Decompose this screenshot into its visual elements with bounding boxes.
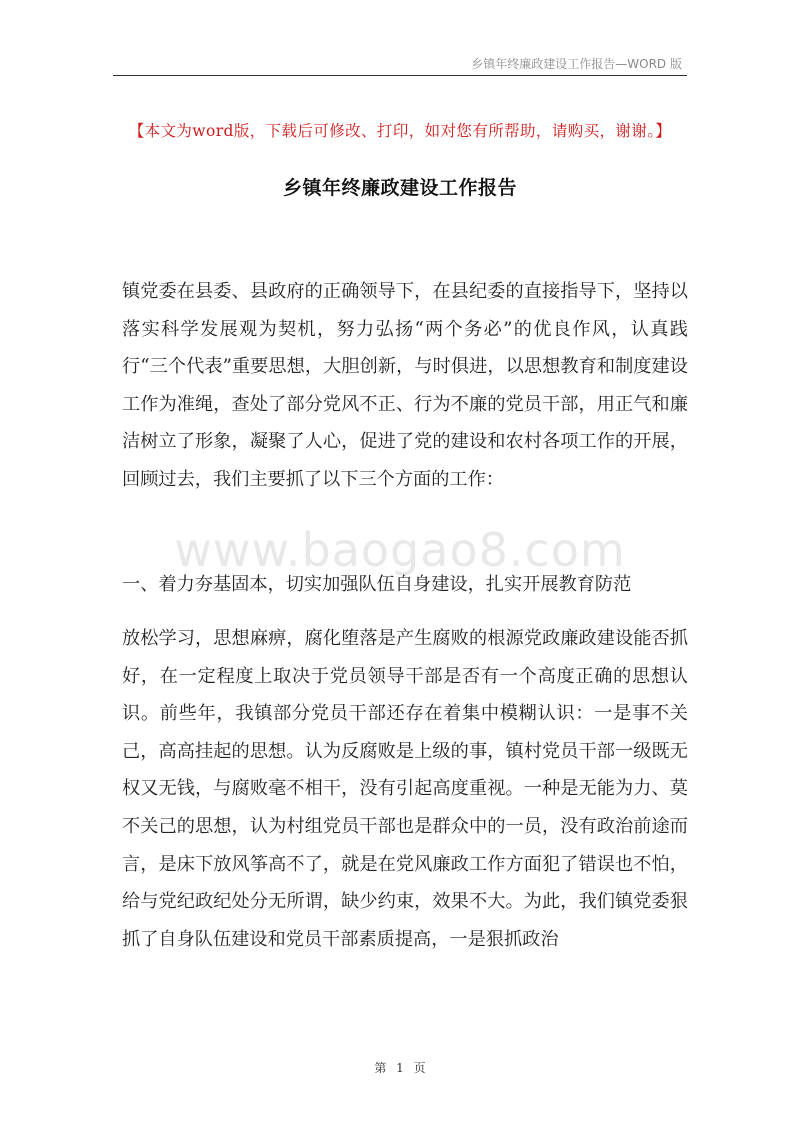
document-title: 乡镇年终廉政建设工作报告 bbox=[282, 177, 517, 199]
page-prefix: 第 bbox=[374, 1061, 387, 1075]
intro-paragraph: 镇党委在县委、县政府的正确领导下，在县纪委的直接指导下，坚持以落实科学发展观为契机，努力弘扬“两个务必”的优良作风，认真践行“三个代表”重要思想，大胆创新，与时俱进，以思想教育和制度建设工作为准绳，查处了部分党风不正、行为不廉的党员干部，用正气和廉洁树立了形象，凝聚了人心，促进了党的建设和农村各项工作的开展，回顾过去，我们主要抓了以下三个方面的工作： bbox=[122, 281, 688, 490]
running-title: 乡镇年终廉政建设工作报告—WORD 版 bbox=[471, 57, 682, 71]
header-rule bbox=[113, 75, 687, 76]
page-number: 1 bbox=[396, 1061, 404, 1075]
body-paragraph: 放松学习，思想麻痹，腐化堕落是产生腐败的根源党政廉政建设能否抓好，在一定程度上取决于党员领导干部是否有一个高度正确的思想认识。前些年，我镇部分党员干部还存在着集中模糊认识：一是事不关己，高高挂起的思想。认为反腐败是上级的事，镇村党员干部一级既无权又无钱，与腐败毫不相干，没有引起高度重视。一种是无能为力、莫不关己的思想，认为村组党员干部也是群众中的一员，没有政治前途而言，是床下放风筝高不了，就是在党风廉政工作方面犯了错误也不怕，给与党纪政纪处分无所谓，缺少约束，效果不大。为此，我们镇党委狠抓了自身队伍建设和党员干部素质提高，一是狠抓政治 bbox=[122, 628, 688, 950]
page-suffix: 页 bbox=[413, 1061, 426, 1075]
section-heading: 一、着力夯基固本，切实加强队伍自身建设，扎实开展教育防范 bbox=[122, 574, 632, 595]
purchase-notice: 【本文为word版，下载后可修改、打印，如对您有所帮助，请购买，谢谢。】 bbox=[128, 122, 672, 140]
watermark: www.baogao8.com bbox=[174, 523, 626, 577]
page-footer bbox=[0, 1059, 800, 1076]
